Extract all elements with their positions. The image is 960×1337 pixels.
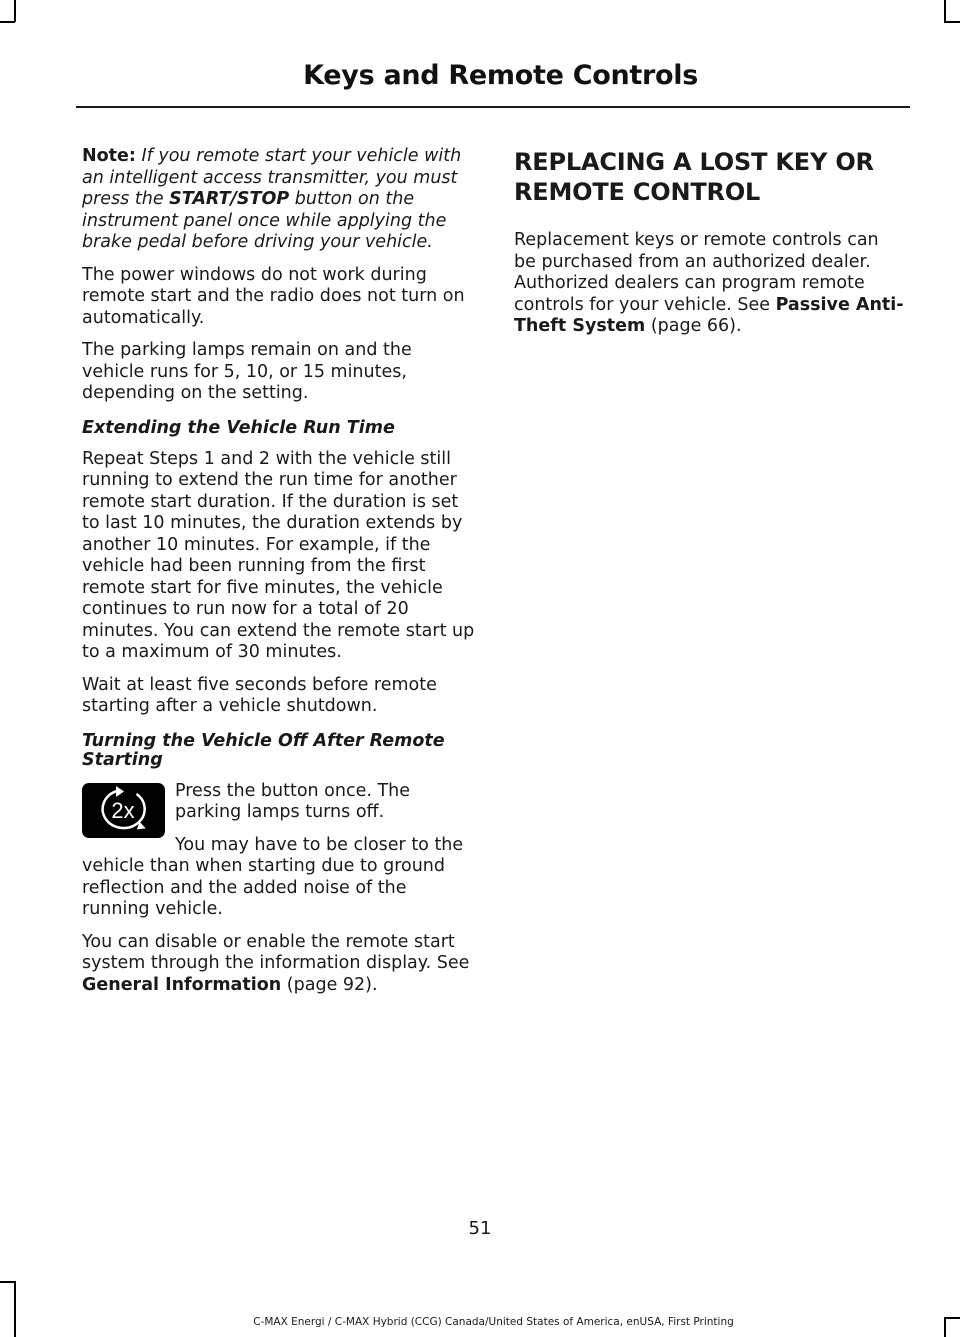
subheading-turning-off: Turning the Vehicle Off After Remote Starting xyxy=(82,730,445,770)
page-title: Keys and Remote Controls xyxy=(303,60,698,91)
section-heading: REPLACING A LOST KEY OR REMOTE CONTROL xyxy=(514,148,874,206)
disable-text-pre: You can disable or enable the remote start system through the information display. See xyxy=(82,931,470,973)
paragraph-disable-enable xyxy=(82,932,475,997)
link-general-information[interactable]: General Information xyxy=(82,974,282,995)
paragraph-wait: Wait at least five seconds before remote starting after a vehicle shutdown. xyxy=(82,674,437,716)
paragraph-closer: You may have to be closer to the vehicle than when starting due to ground reflection and the added noise of the running vehicle. xyxy=(82,834,464,919)
link-passive-anti-theft[interactable]: Passive Anti-Theft System xyxy=(514,294,904,336)
header-rule xyxy=(76,106,910,108)
paragraph-repeat-steps: Repeat Steps 1 and 2 with the vehicle still running to extend the run time for another remote start duration. If the duration is set to last 10 minutes, the duration extends by another 10 minutes. For example, if the vehicle had been running from the first remote start for five minutes, the vehicle continues to run now for a total of 20 minutes. You can extend the remote start up to a maximum of 30 minutes. xyxy=(82,448,475,662)
paragraph-power-windows: The power windows do not work during remote start and the radio does not turn on automatically. xyxy=(82,264,465,328)
replacement-text-post: (page 66). xyxy=(650,316,742,336)
paragraph-replacement xyxy=(514,230,906,338)
replacement-text-pre: Replacement keys or remote controls can be purchased from an authorized dealer. Authorized dealers can program remote controls for your vehicle. See xyxy=(514,230,879,315)
left-column xyxy=(82,146,475,1007)
paragraph-press-button: Press the button once. The parking lamps turns off. xyxy=(175,780,411,822)
button-instruction xyxy=(82,781,475,932)
remote-2x-button-icon xyxy=(82,783,165,838)
disable-text-post: (page 92). xyxy=(286,974,378,995)
page-number: 51 xyxy=(468,1218,492,1239)
note-text-pre: If you remote start your vehicle with an intelligent access transmitter, you must press the xyxy=(82,146,462,209)
note-paragraph xyxy=(82,146,475,254)
footer-text: C-MAX Energi / C-MAX Hybrid (CCG) Canada/United States of America, enUSA, First Printing xyxy=(253,1316,734,1328)
subheading-extending-run-time: Extending the Vehicle Run Time xyxy=(82,417,395,438)
note-label: Note: xyxy=(82,146,136,166)
icon-label: 2x xyxy=(111,797,135,823)
paragraph-parking-lamps: The parking lamps remain on and the vehicle runs for 5, 10, or 15 minutes, depending on the setting. xyxy=(82,340,412,403)
start-stop-term: START/STOP xyxy=(169,189,290,209)
right-column xyxy=(514,147,906,349)
note-text-post: button on the instrument panel once while applying the brake pedal before driving your vehicle. xyxy=(82,189,447,252)
